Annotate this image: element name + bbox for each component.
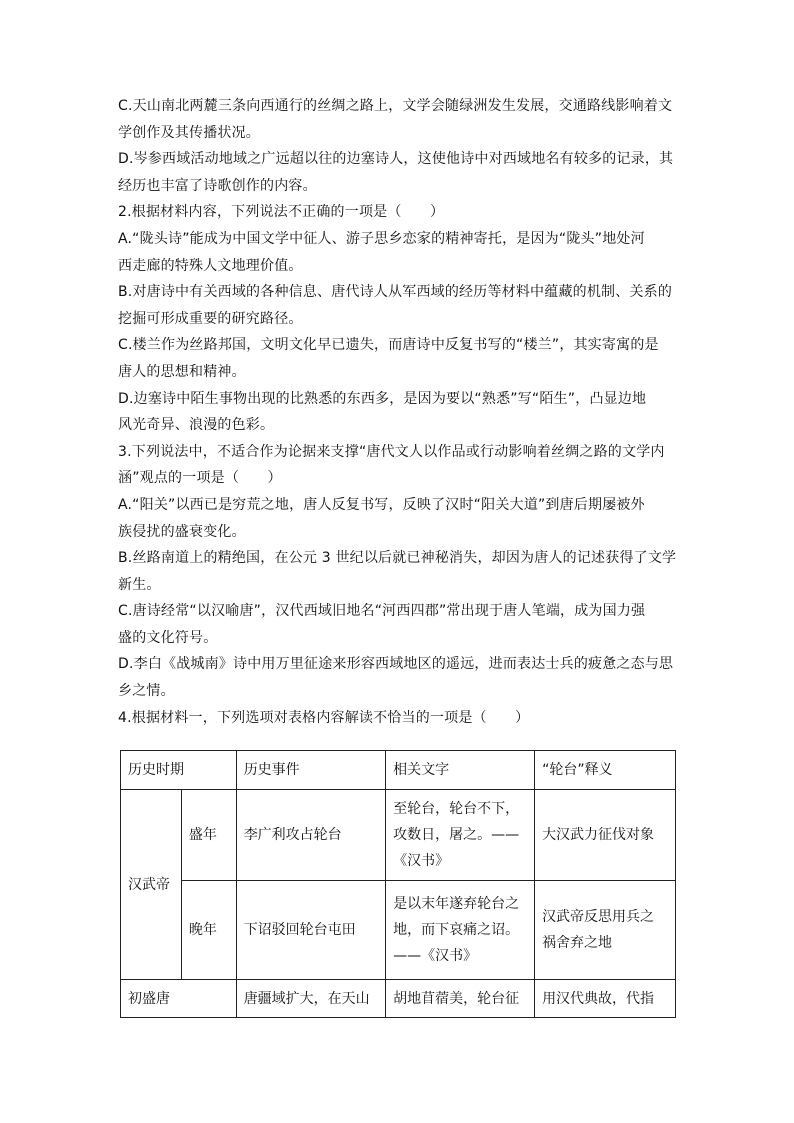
cell-line: 汉武帝反思用兵之	[542, 909, 655, 925]
sub-period-cell: 晚年	[181, 881, 236, 980]
event-cell: 下诏驳回轮台屯田	[236, 881, 385, 980]
text-line: C.唐诗经常“以汉喻唐”，汉代西域旧地名“河西四郡”常出现于唐人笔端，成为国力强	[118, 603, 646, 620]
text-line: 学创作及其传播状况。	[118, 124, 260, 141]
text-line: D.边塞诗中陌生事物出现的比熟悉的东西多，是因为要以“熟悉”写“陌生”，凸显边地	[118, 390, 647, 407]
meaning-cell: 大汉武力征伐对象	[535, 790, 676, 881]
header-period: 历史时期	[121, 751, 237, 790]
header-meaning: “轮台”释义	[535, 751, 676, 790]
text-line: 新生。	[118, 576, 161, 593]
sub-period-cell: 盛年	[181, 790, 236, 881]
cell-line: 至轮台，轮台不下，	[393, 801, 520, 817]
period-cell: 初盛唐	[121, 980, 237, 1018]
period-cell: 汉武帝	[121, 790, 182, 980]
cell-line: 攻数日，屠之。——	[393, 827, 520, 843]
question-2-stem: 2.根据材料内容，下列说法不正确的一项是（ ）	[118, 204, 445, 221]
text-line: 西走廊的特殊人文地理价值。	[118, 257, 303, 274]
meaning-cell: 用汉代典故，代指	[535, 980, 676, 1018]
text-line: 风光奇异、浪漫的色彩。	[118, 417, 275, 434]
text-line: B.丝路南道上的精绝国，在公元 3 世纪以后就已神秘消失，却因为唐人的记述获得了文学	[118, 550, 677, 567]
cell-line: 《汉书》	[393, 853, 450, 869]
header-event: 历史事件	[236, 751, 385, 790]
text-line: D.岑参西域活动地域之广远超以往的边塞诗人，这使他诗中对西域地名有较多的记录，其	[118, 151, 674, 168]
text-line: 盛的文化符号。	[118, 629, 218, 646]
event-cell: 唐疆域扩大，在天山	[236, 980, 385, 1018]
cell-line: 祸舍弃之地	[542, 935, 613, 951]
text-line: 涵”观点的一项是（ ）	[118, 470, 282, 487]
table-row	[121, 881, 676, 980]
text-line: 经历也丰富了诗歌创作的内容。	[118, 177, 317, 194]
text-line: C.天山南北两麓三条向西通行的丝绸之路上，文学会随绿洲发生发展，交通路线影响着文	[118, 98, 673, 114]
text-line: 挖掘可形成重要的研究路径。	[118, 310, 303, 327]
text-line: 族侵扰的盛衰变化。	[118, 523, 246, 540]
table-header-row	[121, 751, 676, 790]
text-cell: 胡地苜蓿美，轮台征	[386, 980, 535, 1018]
body-text	[118, 93, 678, 731]
text-line: D.李白《战城南》诗中用万里征途来形容西域地区的遥远，进而表达士兵的疲惫之态与思	[118, 656, 674, 673]
text-line: A.“陇头诗”能成为中国文学中征人、游子思乡恋家的精神寄托，是因为“陇头”地处河	[118, 230, 645, 247]
text-line: 唐人的思想和精神。	[118, 363, 246, 380]
table-row	[121, 980, 676, 1018]
text-cell	[386, 881, 535, 980]
luntai-table	[120, 750, 676, 1018]
header-text: 相关文字	[386, 751, 535, 790]
text-line: B.对唐诗中有关西域的各种信息、唐代诗人从军西域的经历等材料中蕴藏的机制、关系的	[118, 284, 673, 301]
table-row	[121, 790, 676, 881]
meaning-cell	[535, 881, 676, 980]
cell-line: 是以末年遂弃轮台之	[393, 896, 520, 912]
text-cell	[386, 790, 535, 881]
cell-line: ——《汉书》	[393, 948, 478, 964]
text-line: C.楼兰作为丝路邦国，文明文化早已遗失，而唐诗中反复书写的“楼兰”，其实寄寓的是	[118, 337, 659, 354]
question-3-stem: 3.下列说法中，不适合作为论据来支撑“唐代文人以作品或行动影响着丝绸之路的文学内	[118, 443, 665, 460]
question-4-stem: 4.根据材料一，下列选项对表格内容解读不恰当的一项是（ ）	[118, 709, 530, 726]
cell-line: 地，而下哀痛之诏。	[393, 922, 520, 938]
text-line: A.“阳关”以西已是穷荒之地，唐人反复书写，反映了汉时“阳关大道”到唐后期屡被外	[118, 496, 645, 513]
text-line: 乡之情。	[118, 683, 175, 700]
event-cell: 李广利攻占轮台	[236, 790, 385, 881]
